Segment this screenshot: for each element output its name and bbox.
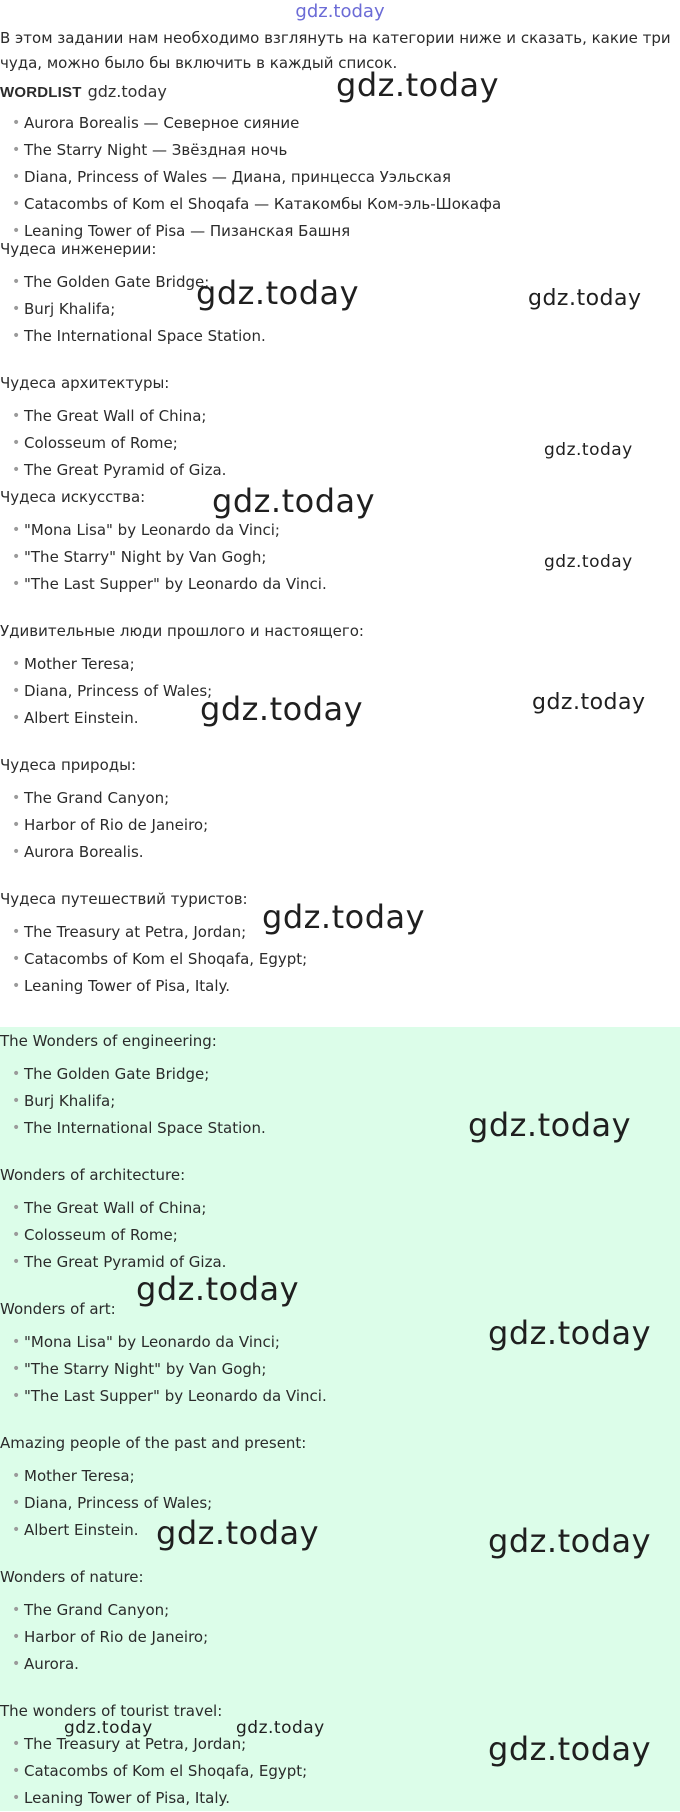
category-title: The wonders of tourist travel: xyxy=(0,1702,223,1720)
list-item: • "Mona Lisa" by Leonardo da Vinci; xyxy=(12,1329,680,1356)
ru-category-architecture xyxy=(0,373,680,484)
category-title: Чудеса искусства: xyxy=(0,488,146,506)
list-item: • The International Space Station. xyxy=(12,323,680,350)
watermark-text: gdz.today xyxy=(544,440,633,460)
list-item: • "The Last Supper" by Leonardo da Vinci. xyxy=(12,1383,680,1410)
list-item: • The Treasury at Petra, Jordan; xyxy=(12,1731,680,1758)
wordlist-title: WORDLIST xyxy=(0,84,82,101)
category-title: Чудеса путешествий туристов: xyxy=(0,890,248,908)
category-title: Удивительные люди прошлого и настоящего: xyxy=(0,622,364,640)
list-item: • Diana, Princess of Wales — Диана, принцесса Уэльская xyxy=(12,164,680,191)
list-item: • Colosseum of Rome; xyxy=(12,430,680,457)
list-item: • Catacombs of Kom el Shoqafa, Egypt; xyxy=(12,1758,680,1785)
en-category-architecture xyxy=(0,1165,680,1276)
watermark-text: gdz.today xyxy=(532,690,646,715)
watermark-text: gdz.today xyxy=(262,898,426,936)
category-title: Чудеса архитектуры: xyxy=(0,374,170,392)
watermark-text: gdz.today xyxy=(236,1718,325,1738)
list-item: • Colosseum of Rome; xyxy=(12,1222,680,1249)
category-title: Wonders of art: xyxy=(0,1300,116,1318)
list-item: • Harbor of Rio de Janeiro; xyxy=(12,1624,680,1651)
ru-category-nature xyxy=(0,755,680,866)
list-item: • "The Last Supper" by Leonardo da Vinci. xyxy=(12,571,680,598)
watermark-text: gdz.today xyxy=(488,1730,652,1768)
site-title-link[interactable]: gdz.today xyxy=(295,1,385,22)
list-item: • Aurora. xyxy=(12,1651,680,1678)
list-item: • Leaning Tower of Pisa, Italy. xyxy=(12,1785,680,1812)
list-item: • Harbor of Rio de Janeiro; xyxy=(12,812,680,839)
list-item: • Aurora Borealis — Северное сияние xyxy=(12,110,680,137)
list-item: • The Great Wall of China; xyxy=(12,403,680,430)
category-title: Чудеса природы: xyxy=(0,756,137,774)
list-item: • Burj Khalifa; xyxy=(12,296,680,323)
watermark-text: gdz.today xyxy=(528,286,642,311)
watermark-text: gdz.today xyxy=(212,482,376,520)
list-item: • The International Space Station. xyxy=(12,1115,680,1142)
list-item: • The Grand Canyon; xyxy=(12,1597,680,1624)
list-item: • Diana, Princess of Wales; xyxy=(12,1490,680,1517)
category-title: Amazing people of the past and present: xyxy=(0,1434,307,1452)
category-list xyxy=(0,785,680,866)
category-list xyxy=(0,1597,680,1678)
en-category-nature xyxy=(0,1567,680,1678)
wordlist xyxy=(0,110,680,245)
watermark-text: gdz.today xyxy=(200,690,364,728)
watermark-text: gdz.today xyxy=(544,552,633,572)
watermark-text: gdz.today xyxy=(136,1270,300,1308)
list-item: • Mother Teresa; xyxy=(12,1463,680,1490)
list-item: • "Mona Lisa" by Leonardo da Vinci; xyxy=(12,517,680,544)
translation-block xyxy=(0,1027,680,1811)
list-item: • The Great Pyramid of Giza. xyxy=(12,457,680,484)
category-title: The Wonders of engineering: xyxy=(0,1032,217,1050)
watermark-text: gdz.today xyxy=(336,66,500,104)
list-item: • Burj Khalifa; xyxy=(12,1088,680,1115)
category-list xyxy=(0,1195,680,1276)
list-item: • Leaning Tower of Pisa, Italy. xyxy=(12,973,680,1000)
watermark-text: gdz.today xyxy=(468,1106,632,1144)
intro-text: В этом задании нам необходимо взглянуть на категории ниже и сказать, какие три чуда, можно было бы включить в каждый список. xyxy=(0,29,671,72)
list-item: • The Great Pyramid of Giza. xyxy=(12,1249,680,1276)
watermark-text: gdz.today xyxy=(87,82,167,101)
list-item: • The Starry Night — Звёздная ночь xyxy=(12,137,680,164)
watermark-text: gdz.today xyxy=(488,1522,652,1560)
list-item: • Catacombs of Kom el Shoqafa — Катакомбы Ком-эль-Шокафа xyxy=(12,191,680,218)
watermark-text: gdz.today xyxy=(196,274,360,312)
watermark-text: gdz.today xyxy=(488,1314,652,1352)
watermark-text: gdz.today xyxy=(64,1718,153,1738)
list-item: • The Grand Canyon; xyxy=(12,785,680,812)
watermark-text: gdz.today xyxy=(156,1514,320,1552)
list-item: • Diana, Princess of Wales; xyxy=(12,678,680,705)
list-item: • "The Starry Night" by Van Gogh; xyxy=(12,1356,680,1383)
list-item: • Catacombs of Kom el Shoqafa, Egypt; xyxy=(12,946,680,973)
list-item: • Leaning Tower of Pisa — Пизанская Башня xyxy=(12,218,680,245)
list-item: • The Treasury at Petra, Jordan; xyxy=(12,919,680,946)
list-item: • Aurora Borealis. xyxy=(12,839,680,866)
list-item: • Albert Einstein. xyxy=(12,1517,680,1544)
category-title: Wonders of architecture: xyxy=(0,1166,186,1184)
list-item: • The Golden Gate Bridge; xyxy=(12,1061,680,1088)
list-item: • The Great Wall of China; xyxy=(12,1195,680,1222)
category-title: Чудеса инженерии: xyxy=(0,240,157,258)
list-item: • "The Starry" Night by Van Gogh; xyxy=(12,544,680,571)
category-title: Wonders of nature: xyxy=(0,1568,144,1586)
list-item: • Albert Einstein. xyxy=(12,705,680,732)
list-item: • The Golden Gate Bridge; xyxy=(12,269,680,296)
list-item: • Mother Teresa; xyxy=(12,651,680,678)
